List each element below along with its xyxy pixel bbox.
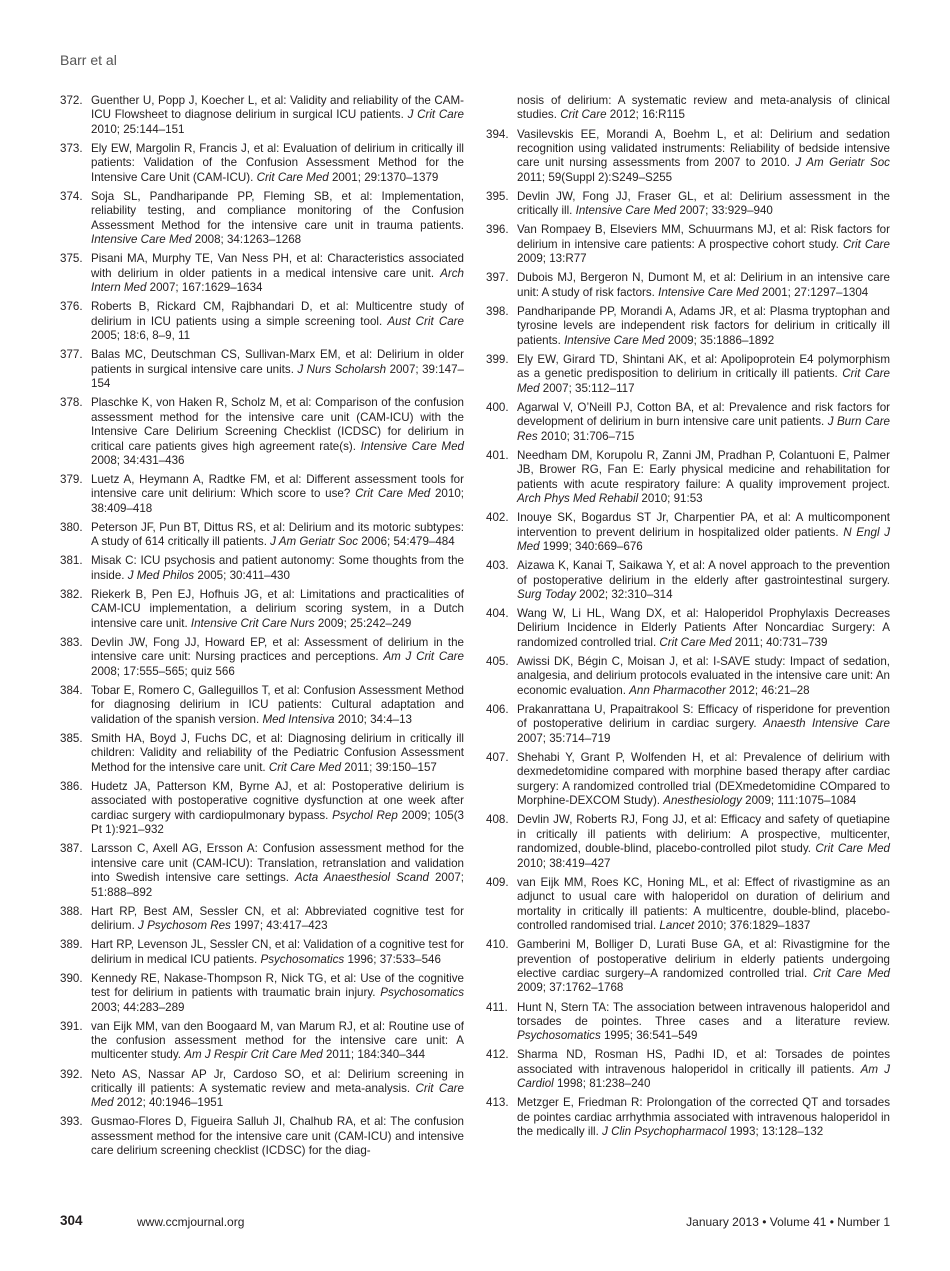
reference-citation: 2011; 40:731–739 [731,635,828,649]
reference-number: 387. [60,842,83,856]
reference-journal: Crit Care Med [91,1081,464,1110]
reference-text: Gusmao-Flores D, Figueira Salluh JI, Chalhub RA, et al: The confusion assessment method for the intensive care unit (CAM-ICU) and intensive care delirium screening checklist (ICDSC) for the diag- [91,1115,464,1158]
reference-citation: 2011; 184:340–344 [322,1048,426,1062]
reference-citation: 2009; 105(3 Pt 1):921–932 [91,808,464,837]
reference-journal: J Am Geriatr Soc [270,535,358,549]
reference-item [60,732,464,775]
reference-journal: Am J Cardiol [517,1062,890,1091]
reference-journal: Anesthesiology [663,794,742,808]
reference-text: Misak C: ICU psychosis and patient autonomy: Some thoughts from the inside. [91,554,464,582]
reference-text: Ely EW, Margolin R, Francis J, et al: Evaluation of delirium in critically ill patients: Validation of the Confusion Assessment Method for the Intensive Care Unit (CAM-ICU). [91,141,464,184]
reference-item [486,271,890,300]
reference-citation: 2009; 111:1075–1084 [741,794,857,808]
reference-text: Riekerk B, Pen EJ, Hofhuis JG, et al: Limitations and practicalities of CAM-ICU implementation, a delirium scoring system, in a Dutch intensive care unit. [91,587,464,630]
reference-number: 399. [486,352,509,366]
reference-number: 378. [60,396,83,410]
reference-number: 407. [486,750,509,764]
reference-citation: 2010; 34:4–13 [334,712,412,726]
reference-text: Pandharipande PP, Morandi A, Adams JR, et al: Plasma tryptophan and tyrosine levels are independent risk factors for delirium in critically ill patients. [517,304,890,347]
reference-citation: 2010; 31:706–715 [537,429,635,443]
reference-journal: Intensive Care Med [564,333,665,347]
reference-number: 400. [486,400,509,414]
reference-item [486,607,890,650]
reference-citation: 1999; 340:669–676 [539,540,643,554]
reference-item [486,305,890,348]
reference-number: 409. [486,875,509,889]
reference-text: Hart RP, Levenson JL, Sessler CN, et al: Validation of a cognitive test for delirium in medical ICU patients. [91,938,464,966]
reference-item [60,252,464,295]
reference-citation: 2007; 33:929–940 [676,204,773,218]
reference-citation: 2007; 167:1629–1634 [146,281,263,295]
reference-journal: Intensive Care Med [360,439,464,453]
reference-number: 413. [486,1096,509,1110]
reference-journal: N Engl J Med [517,525,891,554]
reference-number: 388. [60,904,83,918]
reference-journal: J Clin Psychopharmacol [602,1125,727,1139]
reference-citation: 2008; 34:1263–1268 [191,233,302,247]
reference-text: Devlin JW, Roberts RJ, Fong JJ, et al: Efficacy and safety of quetiapine in critically ill patients with delirium: A prospective, multicenter, randomized, double-blind, placebo-controlled pilot study. [517,813,890,856]
reference-citation: 2009; 37:1762–1768 [517,981,624,995]
reference-citation: 2003; 44:283–289 [91,1000,185,1014]
reference-journal: Arch Phys Med Rehabil [517,492,639,506]
reference-text: Neto AS, Nassar AP Jr, Cardoso SO, et al: Delirium screening in critically ill patients: A systematic review and meta-analysis. [91,1067,464,1095]
reference-item [486,703,890,746]
reference-text: Aizawa K, Kanai T, Saikawa Y, et al: A novel approach to the prevention of postoperative delirium in the elderly after gastrointestinal surgery. [517,559,890,587]
reference-text: Ely EW, Girard TD, Shintani AK, et al: Apolipoprotein E4 polymorphism as a genetic predisposition to delirium in critically ill patients. [517,352,890,381]
reference-number: 379. [60,473,83,487]
reference-citation: 2006; 54:479–484 [358,535,455,549]
reference-journal: Intensive Care Med [658,285,759,299]
reference-number: 395. [486,189,509,203]
reference-item [486,559,890,602]
reference-number: 410. [486,938,509,952]
reference-journal: Ann Pharmacother [629,683,726,697]
reference-text: Inouye SK, Bogardus ST Jr, Charpentier PA, et al: A multicomponent intervention to prevent delirium in hospitalized older patients. [517,511,890,539]
reference-citation: 2005; 18:6, 8–9, 11 [91,329,191,343]
reference-text: Prakanrattana U, Prapaitrakool S: Efficacy of risperidone for prevention of postoperative delirium in cardiac surgery. [517,702,890,731]
reference-item [486,353,890,396]
reference-journal: J Burn Care Res [517,415,891,443]
reference-number: 401. [486,448,509,462]
reference-number: 374. [60,189,83,203]
reference-journal: Crit Care Med [517,367,891,395]
reference-text: Larsson C, Axell AG, Ersson A: Confusion assessment method for the intensive care unit (CAM-ICU): Translation, retranslation and validation into Swedish intensive care settings. [91,842,464,885]
reference-item [486,128,890,186]
reference-text: Wang W, Li HL, Wang DX, et al: Haloperidol Prophylaxis Decreases Delirium Incidence in Elderly Patients After Noncardiac Surgery: A randomized controlled trial. [517,607,890,649]
reference-text: Needham DM, Korupolu R, Zanni JM, Pradhan P, Colantuoni E, Palmer JB, Brower RG, Fan E: Early physical medicine and rehabilitation for patients with acute respiratory failure: A quality improvement project. [517,448,890,491]
reference-item [486,813,890,871]
reference-citation: 2009; 25:242–249 [314,616,412,630]
reference-journal: J Nurs Scholarsh [297,362,387,376]
reference-number: 383. [60,635,83,649]
reference-text: Agarwal V, O’Neill PJ, Cotton BA, et al: Prevalence and risk factors for development of delirium in burn intensive care unit patients. [517,400,890,429]
reference-item [60,348,464,391]
reference-text: Hunt N, Stern TA: The association between intravenous haloperidol and torsades de pointes. Three cases and a literature review. [517,1000,890,1028]
reference-citation: 1998; 81:238–240 [553,1077,651,1091]
reference-item [486,876,890,934]
reference-citation: 2007; 51:888–892 [91,871,464,899]
reference-citation: 2010; 376:1829–1837 [694,919,811,933]
reference-item [486,449,890,507]
reference-citation: 2008; 17:555–565; quiz 566 [91,664,235,678]
reference-text: van Eijk MM, van den Boogaard M, van Marum RJ, et al: Routine use of the confusion assessment method for the intensive care unit: A multicenter study. [91,1019,464,1062]
reference-item [60,190,464,248]
references-left-column [60,94,464,1163]
reference-number: 381. [60,554,83,568]
reference-journal: Psychosomatics [517,1029,601,1043]
reference-number: 402. [486,511,509,525]
reference-number: 375. [60,252,83,266]
reference-citation: 2012; 46:21–28 [725,683,810,697]
reference-item [486,1048,890,1091]
reference-number: 411. [486,1000,508,1014]
reference-item [60,1068,464,1111]
reference-text: Awissi DK, Bégin C, Moisan J, et al: I-SAVE study: Impact of sedation, analgesia, and delirium protocols evaluated in the intensive care unit: An economic evaluation. [517,654,890,697]
reference-number: 384. [60,683,83,697]
reference-item [486,190,890,219]
reference-item [60,588,464,631]
reference-text: Shehabi Y, Grant P, Wolfenden H, et al: Prevalence of delirium with dexmedetomidine compared with morphine based therapy after cardiac surgery: A randomized controlled trial (DEXmedetomidine COmpared to Morphine-DEXCOM Study). [517,750,890,808]
reference-journal: Anaesth Intensive Care [763,717,890,731]
reference-citation: 1995; 36:541–549 [600,1029,698,1043]
reference-journal: Surg Today [517,587,576,601]
reference-journal: Crit Care Med [256,170,329,184]
issue-info: January 2013 • Volume 41 • Number 1 [686,1215,890,1229]
reference-journal: Acta Anaesthesiol Scand [294,871,429,885]
reference-item [486,751,890,809]
reference-item [60,473,464,516]
reference-citation: 1996; 37:533–546 [344,952,441,966]
reference-number: 382. [60,587,83,601]
reference-number: 389. [60,938,83,952]
reference-number: 390. [60,971,83,985]
reference-text: van Eijk MM, Roes KC, Honing ML, et al: Effect of rivastigmine as an adjunct to usual care with haloperidol on duration of delirium and mortality in critically ill patients: A multicentre, double-blind, placebo-controlled randomised trial. [517,875,890,933]
reference-number: 403. [486,559,509,573]
reference-item [60,521,464,550]
reference-citation: 2011; 59(Suppl 2):S249–S255 [517,170,673,184]
reference-citation: 2010; 25:144–151 [91,122,185,136]
reference-number: 398. [486,304,509,318]
reference-number: 405. [486,654,509,668]
reference-journal: Crit Care [560,108,607,122]
reference-citation: 2001; 27:1297–1304 [758,285,869,299]
reference-citation: 2002; 32:310–314 [575,587,673,601]
reference-number: 408. [486,813,509,827]
reference-text: Tobar E, Romero C, Galleguillos T, et al: Confusion Assessment Method for diagnosing delirium in ICU patients: Cultural adaptation and validation of the spanish version. [91,683,464,726]
reference-citation: 1997; 43:417–423 [230,919,328,933]
reference-citation: 2007; 35:714–719 [517,731,611,745]
reference-text: Guenther U, Popp J, Koecher L, et al: Validity and reliability of the CAM-ICU Flowsheet to diagnose delirium in surgical ICU patients. [91,94,464,122]
reference-citation: 2011; 39:150–157 [341,760,437,774]
reference-number: 386. [60,779,83,793]
running-header: Barr et al [60,52,117,68]
reference-citation: 2010; 38:419–427 [517,856,611,870]
reference-text: Van Rompaey B, Elseviers MM, Schuurmans MJ, et al: Risk factors for delirium in intensive care patients: A prospective cohort study. [517,223,890,251]
reference-citation: 2012; 16:R115 [606,108,686,122]
reference-text: Hart RP, Best AM, Sessler CN, et al: Abbreviated cognitive test for delirium. [91,904,464,933]
reference-text: Dubois MJ, Bergeron N, Dumont M, et al: Delirium in an intensive care unit: A study of risk factors. [517,271,890,299]
reference-journal: J Psychosom Res [138,919,231,933]
reference-item [60,94,464,137]
reference-citation: 2009; 13:R77 [517,252,587,266]
reference-journal: J Am Geriatr Soc [795,156,890,170]
reference-journal: Crit Care Med [815,842,890,856]
reference-citation: 1993; 13:128–132 [726,1125,824,1139]
reference-text: Smith HA, Boyd J, Fuchs DC, et al: Diagnosing delirium in critically ill children: Validity and reliability of the Pediatric Confusion Assessment Method for the intensive care unit. [91,731,464,774]
reference-item [60,300,464,343]
reference-journal: Psychol Rep [332,808,398,822]
reference-citation: 2007; 35:112–117 [539,381,635,395]
reference-citation: 2010; 38:409–418 [91,487,464,515]
reference-text: Hudetz JA, Patterson KM, Byrne AJ, et al: Postoperative delirium is associated with postoperative cognitive dysfunction at one week after cardiac surgery with cardiopulmonary bypass. [91,779,464,822]
reference-citation: 2007; 39:147–154 [91,362,464,391]
reference-text: Gamberini M, Bolliger D, Lurati Buse GA, et al: Rivastigmine for the prevention of postoperative delirium in elderly patients undergoing elective cardiac surgery–A randomized controlled trial. [517,938,890,981]
reference-number: 385. [60,731,83,745]
reference-item [486,223,890,266]
reference-number: 373. [60,141,83,155]
reference-item [60,780,464,838]
reference-journal: Am J Crit Care [383,650,464,664]
reference-journal: Psychosomatics [260,952,345,966]
reference-item [486,655,890,698]
reference-citation: 2010; 91:53 [638,492,703,506]
reference-text: Peterson JF, Pun BT, Dittus RS, et al: Delirium and its motoric subtypes: A study of 614 critically ill patients. [91,520,464,549]
reference-journal: Intensive Care Med [575,204,677,218]
reference-item [486,94,890,123]
journal-url[interactable]: www.ccmjournal.org [137,1215,245,1229]
reference-text: Sharma ND, Rosman HS, Padhi ID, et al: Torsades de pointes associated with intravenous haloperidol in critically ill patients. [517,1048,890,1076]
reference-text: Kennedy RE, Nakase-Thompson R, Nick TG, et al: Use of the cognitive test for delirium in patients with traumatic brain injury. [91,971,464,1000]
reference-item [60,636,464,679]
reference-text: Roberts B, Rickard CM, Rajbhandari D, et al: Multicentre study of delirium in ICU patients using a simple screening tool. [91,300,464,328]
reference-citation: 2012; 40:1946–1951 [113,1096,224,1110]
reference-journal: J Crit Care [407,108,464,122]
reference-number: 391. [60,1019,83,1033]
reference-text: Metzger E, Friedman R: Prolongation of the corrected QT and torsades de pointes cardiac arrhythmia associated with intravenous haloperidol in the medically ill. [517,1096,890,1139]
reference-item [486,401,890,444]
reference-item [60,842,464,900]
reference-citation: 2005; 30:411–430 [194,568,290,582]
reference-journal: Med Intensiva [262,712,335,726]
reference-item [60,1115,464,1158]
reference-number: 393. [60,1115,83,1129]
reference-item [486,1001,890,1044]
reference-text: Luetz A, Heymann A, Radtke FM, et al: Different assessment tools for intensive care unit delirium: Which score to use? [91,473,464,501]
reference-item [60,972,464,1015]
reference-journal: Intensive Care Med [91,233,192,247]
reference-journal: Aust Crit Care [387,314,464,328]
reference-number: 392. [60,1067,83,1081]
reference-journal: Lancet [659,919,695,933]
reference-item [60,554,464,583]
reference-journal: Arch Intern Med [91,266,464,295]
reference-item [486,1096,890,1139]
reference-journal: Crit Care Med [659,635,732,649]
reference-journal: Crit Care Med [812,967,890,981]
reference-journal: Crit Care [842,237,890,251]
reference-journal: Intensive Crit Care Nurs [190,616,315,630]
reference-item [60,396,464,468]
reference-number: 372. [60,94,83,107]
reference-number: 397. [486,271,509,285]
references-right-column [486,94,890,1144]
reference-number: 412. [486,1048,509,1062]
reference-journal: J Med Philos [127,568,195,582]
reference-text: nosis of delirium: A systematic review and meta-analysis of clinical studies. [517,94,890,122]
reference-number: 394. [486,127,509,141]
reference-number: 380. [60,520,83,534]
reference-citation: 2001; 29:1370–1379 [328,170,439,184]
reference-journal: Psychosomatics [380,986,464,1000]
reference-citation: 2008; 34:431–436 [91,453,185,467]
reference-journal: Crit Care Med [268,760,342,774]
reference-text: Balas MC, Deutschman CS, Sullivan-Marx EM, et al: Delirium in older patients in surgical intensive care units. [91,348,464,376]
reference-text: Plaschke K, von Haken R, Scholz M, et al: Comparison of the confusion assessment method for the intensive care unit (CAM-ICU) with the Intensive Care Delirium Screening Checklist (ICDSC) for delirium in critical care patients gives high agreement rate(s). [91,396,464,453]
reference-text: Pisani MA, Murphy TE, Van Ness PH, et al: Characteristics associated with delirium in older patients in a medical intensive care unit. [91,252,464,280]
reference-text: Devlin JW, Fong JJ, Howard EP, et al: Assessment of delirium in the intensive care unit: Nursing practices and perceptions. [91,635,464,664]
reference-item [60,684,464,727]
reference-item [486,938,890,996]
reference-number: 404. [486,607,509,621]
reference-item [60,938,464,967]
reference-item [60,142,464,185]
reference-item [60,1020,464,1063]
reference-text: Soja SL, Pandharipande PP, Fleming SB, et al: Implementation, reliability testing, and compliance monitoring of the Confusion Assessment Method for the intensive care unit in trauma patients. [91,189,464,232]
reference-number: 377. [60,348,83,362]
reference-item [486,511,890,554]
reference-number: 396. [486,223,509,237]
reference-journal: Crit Care Med [355,487,431,501]
reference-item [60,905,464,934]
reference-text: Devlin JW, Fong JJ, Fraser GL, et al: Delirium assessment in the critically ill. [517,189,890,218]
reference-number: 406. [486,702,509,716]
reference-number: 376. [60,300,83,314]
reference-citation: 2009; 35:1886–1892 [664,333,775,347]
reference-journal: Am J Respir Crit Care Med [184,1048,323,1062]
reference-text: Vasilevskis EE, Morandi A, Boehm L, et al: Delirium and sedation recognition using validated instruments: Reliability of bedside intensive care unit nursing assessments from 2007 to 2010. [517,127,890,170]
page-number: 304 [60,1213,83,1228]
